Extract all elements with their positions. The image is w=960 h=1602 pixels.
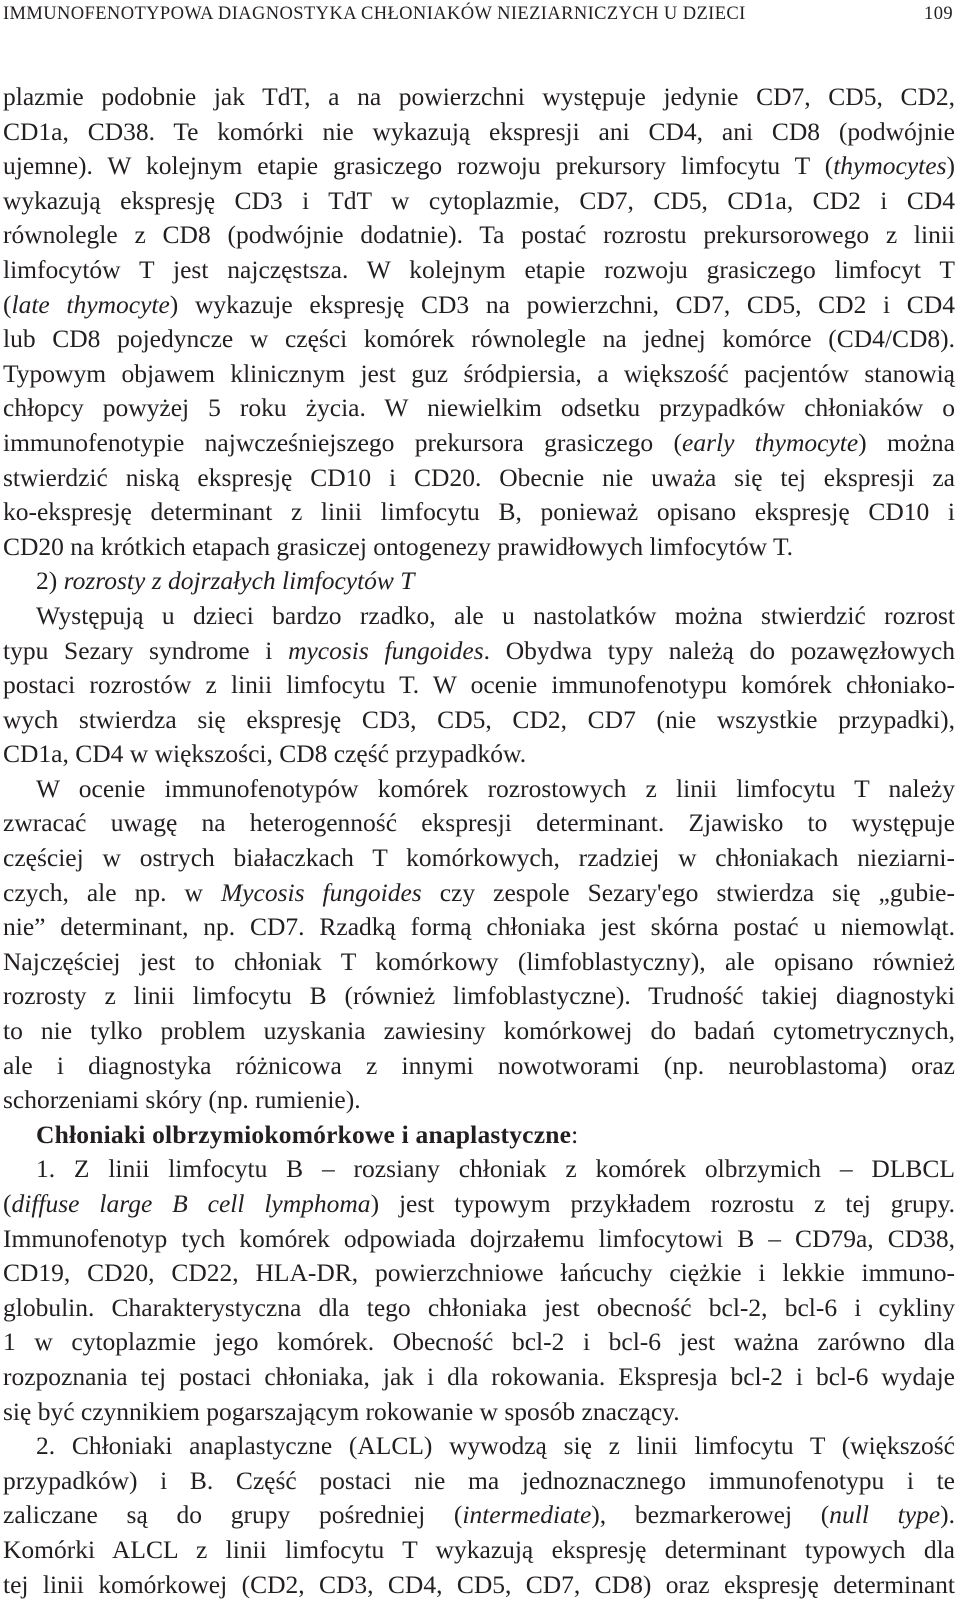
text-segment: ) [946, 151, 955, 181]
text-line [3, 461, 955, 496]
italic-text: mycosis fungoides [288, 635, 484, 665]
text-segment: limfocytów T jest najczęstsza. W kolejnym etapie rozwoju grasiczego limfocyt T [3, 254, 955, 284]
text-segment: ) jest typowym przykładem rozrostu z tej grupy. [370, 1189, 955, 1218]
text-segment: . Obydwa typy należą do pozawęzłowych [483, 635, 955, 665]
text-line [3, 288, 955, 323]
text-segment: wykazują ekspresję CD3 i TdT w cytoplazmie, CD7, CD5, CD1a, CD2 i CD4 [3, 185, 955, 215]
text-segment: ( [3, 1189, 12, 1218]
text-segment: zwracać uwagę na heterogenność ekspresji determinant. Zjawisko to występuje [3, 808, 955, 838]
text-line [3, 1464, 955, 1499]
text-line [3, 391, 955, 426]
text-segment: ) wykazuje ekspresję CD3 na powierzchni, CD7, CD5, CD2 i CD4 [169, 289, 955, 319]
text-line [3, 1395, 955, 1430]
text-segment: : [571, 1119, 579, 1149]
text-line [3, 806, 955, 841]
italic-text: intermediate [462, 1500, 592, 1530]
text-line [3, 737, 955, 772]
text-segment: to nie tylko problem uzyskania zawiesiny komórkowej do badań cytometrycznych, [3, 1016, 955, 1046]
italic-text: diffuse large B cell lymphoma [11, 1189, 371, 1218]
text-line [3, 357, 955, 392]
text-segment: CD19, CD20, CD22, HLA-DR, powierzchniowe łańcuchy ciężkie i lekkie immuno- [3, 1258, 955, 1288]
text-segment: tej linii komórkowej (CD2, CD3, CD4, CD5, CD7, CD8) oraz ekspresję determinant [3, 1569, 955, 1599]
text-segment: 1 w cytoplazmie jego komórek. Obecność bcl-2 i bcl-6 jest ważna zarówno dla [3, 1327, 955, 1357]
text-line [3, 426, 955, 461]
text-line [3, 80, 955, 115]
text-segment: CD1a, CD38. Te komórki nie wykazują ekspresji ani CD4, ani CD8 (podwójnie [3, 116, 955, 146]
text-segment: się być czynnikiem pogarszającym rokowanie w sposób znaczący. [3, 1396, 680, 1426]
text-line [3, 772, 955, 807]
text-segment: przypadków) i B. Część postaci nie ma jednoznacznego immunofenotypu i te [3, 1465, 955, 1495]
text-segment: lub CD8 pojedyncze w części komórek równolegle na jednej komórce (CD4/CD8). [3, 324, 955, 354]
text-segment: ko-ekspresję determinant z linii limfocytu B, ponieważ opisano ekspresję CD10 i [3, 497, 955, 527]
text-segment: ), bezmarkerowej ( [591, 1500, 830, 1530]
text-line [3, 218, 955, 253]
text-line [3, 1568, 955, 1602]
running-title: IMMUNOFENOTYPOWA DIAGNOSTYKA CHŁONIAKÓW NIEZIARNICZYCH U DZIECI [3, 4, 746, 24]
body-text [3, 80, 955, 1602]
text-line [3, 910, 955, 945]
section-heading [3, 1118, 955, 1153]
text-segment: rozrosty z linii limfocytu B (również limfoblastyczne). Trudność takiej diagnostyki [3, 981, 955, 1011]
text-line [3, 564, 955, 599]
italic-text: Mycosis fungoides [220, 877, 422, 907]
text-segment: immunofenotypie najwcześniejszego prekursora grasiczego ( [3, 427, 683, 457]
text-segment: stwierdzić niską ekspresję CD10 i CD20. Obecnie nie uważa się tej ekspresji za [3, 462, 955, 492]
italic-text: thymocytes [833, 151, 947, 181]
text-segment: Występują u dzieci bardzo rzadko, ale u nastolatków można stwierdzić rozrost [36, 600, 955, 630]
text-line [3, 495, 955, 530]
text-line [3, 184, 955, 219]
italic-text: null type [829, 1500, 941, 1530]
text-line [3, 876, 955, 911]
text-segment: Typowym objawem klinicznym jest guz śródpiersia, a większość pacjentów stanowią [3, 358, 955, 388]
text-line [3, 1429, 955, 1464]
text-segment: równolegle z CD8 (podwójnie dodatnie). Ta postać rozrostu prekursorowego z linii [3, 220, 955, 250]
text-line [3, 1498, 955, 1533]
italic-text: rozrosty z dojrzałych limfocytów T [63, 566, 415, 596]
page-number: 109 [924, 4, 953, 24]
text-line [3, 530, 955, 565]
text-line [3, 841, 955, 876]
text-line [3, 149, 955, 184]
text-line [3, 115, 955, 150]
text-segment: Komórki ALCL z linii limfocytu T wykazują ekspresję determinant typowych dla [3, 1534, 955, 1564]
text-segment: zaliczane są do grupy pośredniej ( [3, 1500, 463, 1530]
text-line [3, 668, 955, 703]
text-segment: CD1a, CD4 w większości, CD8 część przypadków. [3, 739, 527, 769]
text-segment: rozpoznania tej postaci chłoniaka, jak i dla rokowania. Ekspresja bcl-2 i bcl-6 wydaje [3, 1361, 955, 1391]
italic-text: late thymocyte [11, 289, 170, 319]
text-segment: czy zespole Sezary'ego stwierdza się „gubie- [421, 877, 955, 907]
text-segment: ( [3, 289, 12, 319]
text-line [3, 945, 955, 980]
text-line [3, 634, 955, 669]
text-line [3, 1533, 955, 1568]
text-segment: 2) [36, 566, 64, 596]
text-segment: schorzeniami skóry (np. rumienie). [3, 1085, 361, 1115]
text-segment: W ocenie immunofenotypów komórek rozrostowych z linii limfocytu T należy [36, 773, 955, 803]
running-header [3, 4, 953, 30]
text-line [3, 1014, 955, 1049]
text-line [3, 322, 955, 357]
text-segment: chłopcy powyżej 5 roku życia. W niewielkim odsetku przypadków chłoniaków o [3, 393, 955, 423]
bold-text: Chłoniaki olbrzymiokomórkowe i anaplastyczne [36, 1119, 572, 1149]
text-segment: postaci rozrostów z linii limfocytu T. W ocenie immunofenotypu komórek chłoniako- [3, 670, 955, 700]
text-line [3, 599, 955, 634]
text-line [3, 1083, 955, 1118]
text-segment: Immunofenotyp tych komórek odpowiada dojrzałemu limfocytowi B – CD79a, CD38, [3, 1223, 955, 1253]
italic-text: early thymocyte [682, 427, 859, 457]
text-segment: Najczęściej jest to chłoniak T komórkowy (limfoblastyczny), ale opisano również [3, 946, 955, 976]
text-segment: CD20 na krótkich etapach grasiczej ontogenezy prawidłowych limfocytów T. [3, 531, 794, 561]
text-segment: ). [940, 1500, 955, 1530]
text-segment: czych, ale np. w [3, 877, 221, 907]
text-segment: 1. Z linii limfocytu B – rozsiany chłoniak z komórek olbrzymich – DLBCL [36, 1154, 955, 1184]
text-line [3, 1291, 955, 1326]
text-line [3, 703, 955, 738]
text-segment: plazmie podobnie jak TdT, a na powierzchni występuje jedynie CD7, CD5, CD2, [3, 82, 955, 111]
text-segment: nie” determinant, np. CD7. Rzadką formą chłoniaka jest skórna postać u niemowląt. [3, 912, 955, 942]
text-line [3, 1222, 955, 1257]
text-line [3, 1049, 955, 1084]
text-line [3, 1325, 955, 1360]
text-segment: typu Sezary syndrome i [3, 635, 289, 665]
text-segment: ujemne). W kolejnym etapie grasiczego rozwoju prekursory limfocytu T ( [3, 151, 834, 181]
text-segment: ) można [858, 427, 955, 457]
text-line [3, 979, 955, 1014]
text-line [3, 1256, 955, 1291]
text-line [3, 1152, 955, 1187]
text-line [3, 1187, 955, 1222]
text-line [3, 1360, 955, 1395]
text-segment: częściej w ostrych białaczkach T komórkowych, rzadziej w chłoniakach nieziarni- [3, 843, 955, 873]
text-segment: globulin. Charakterystyczna dla tego chłoniaka jest obecność bcl-2, bcl-6 i cykliny [3, 1292, 955, 1322]
text-segment: ale i diagnostyka różnicowa z innymi nowotworami (np. neuroblastoma) oraz [3, 1050, 955, 1080]
text-segment: wych stwierdza się ekspresję CD3, CD5, CD2, CD7 (nie wszystkie przypadki), [3, 704, 955, 734]
text-segment: 2. Chłoniaki anaplastyczne (ALCL) wywodzą się z linii limfocytu T (większość [36, 1431, 955, 1461]
text-line [3, 253, 955, 288]
